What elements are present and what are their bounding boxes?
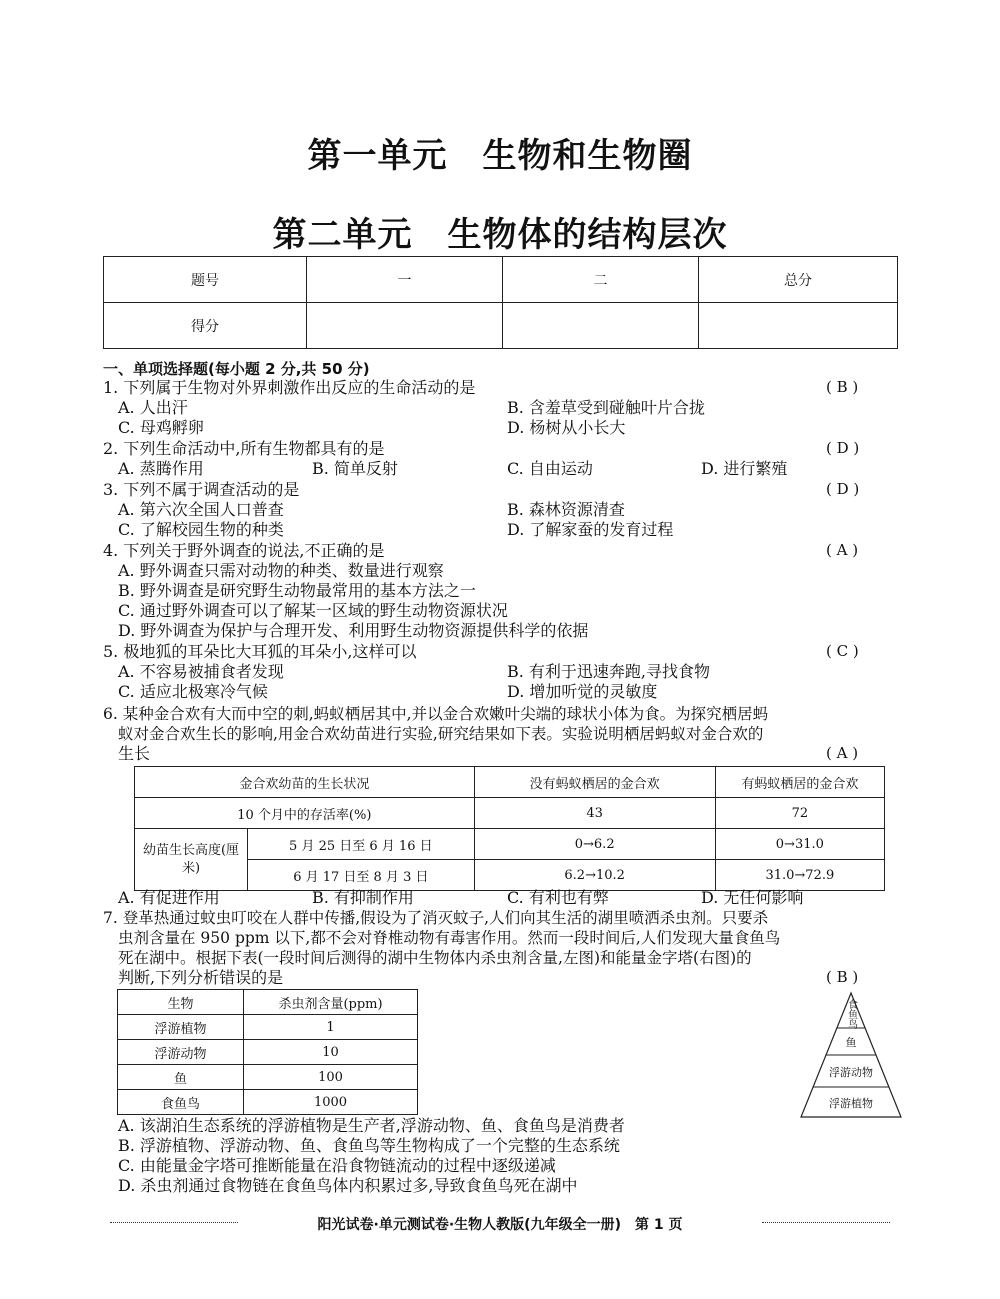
q6-stem-line2: 蚁对金合欢生长的影响,用金合欢幼苗进行实验,研究结果如下表。实验说明栖居蚂蚁对金合欢的 <box>118 725 764 743</box>
q6-table-header: 有蚂蚁栖居的金合欢 <box>715 767 884 798</box>
q7-stem-line2: 虫剂含量在 950 ppm 以下,都不会对脊椎动物有毒害作用。然而一段时间后,人们发现大量食鱼鸟 <box>118 929 781 947</box>
q6-table-cell: 72 <box>715 798 884 829</box>
q6-table-cell: 6 月 17 日至 8 月 3 日 <box>248 860 475 891</box>
q7-table-cell: 10 <box>244 1040 418 1065</box>
q4-answer: ( A ) <box>826 541 859 559</box>
q7-table <box>117 989 418 1115</box>
q7-table-cell: 1 <box>244 1015 418 1040</box>
q2-option-a: A. 蒸腾作用 <box>118 459 204 478</box>
q7-table-cell: 浮游动物 <box>118 1040 244 1065</box>
q7-table-cell: 鱼 <box>118 1065 244 1090</box>
footer-divider <box>762 1222 890 1223</box>
q6-stem-line3: 生长 <box>118 744 151 763</box>
q6-table-header: 没有蚂蚁栖居的金合欢 <box>474 767 715 798</box>
page-footer: 阳光试卷·单元测试卷·生物人教版(九年级全一册) 第 1 页 <box>317 1217 683 1233</box>
q1-option-b: B. 含羞草受到碰触叶片合拢 <box>507 398 705 417</box>
q5-option-a: A. 不容易被捕食者发现 <box>118 662 284 681</box>
q6-option-c: C. 有利也有弊 <box>507 888 609 907</box>
q4-option-c: C. 通过野外调查可以了解某一区域的野生动物资源状况 <box>118 601 508 620</box>
score-cell[interactable] <box>503 303 699 349</box>
q5-stem: 5. 极地狐的耳朵比大耳狐的耳朵小,这样可以 <box>103 642 417 661</box>
q6-table-group-label: 幼苗生长高度(厘米) <box>135 829 248 891</box>
q7-answer: ( B ) <box>826 968 859 986</box>
q7-table-cell: 1000 <box>244 1090 418 1115</box>
q6-table-cell: 31.0→72.9 <box>715 860 884 891</box>
q6-option-b: B. 有抑制作用 <box>312 888 414 907</box>
unit2-title: 第二单元 生物体的结构层次 <box>272 215 728 255</box>
q2-stem: 2. 下列生命活动中,所有生物都具有的是 <box>103 439 385 458</box>
q6-table-cell: 6.2→10.2 <box>474 860 715 891</box>
q4-stem: 4. 下列关于野外调查的说法,不正确的是 <box>103 541 385 560</box>
q6-table-header: 金合欢幼苗的生长状况 <box>135 767 475 798</box>
q7-table-header: 生物 <box>118 990 244 1015</box>
q6-option-d: D. 无任何影响 <box>701 888 804 907</box>
q6-table <box>134 766 885 891</box>
q7-option-c: C. 由能量金字塔可推断能量在沿食物链流动的过程中逐级递减 <box>118 1156 556 1175</box>
q7-stem-line3: 死在湖中。根据下表(一段时间后测得的湖中生物体内杀虫剂含量,左图)和能量金字塔(右图)的 <box>118 949 752 967</box>
q4-option-d: D. 野外调查为保护与合理开发、利用野生动物资源提供科学的依据 <box>118 621 589 640</box>
q5-option-c: C. 适应北极寒冷气候 <box>118 682 268 701</box>
q2-option-b: B. 简单反射 <box>312 459 398 478</box>
q7-option-d: D. 杀虫剂通过食物链在食鱼鸟体内积累过多,导致食鱼鸟死在湖中 <box>118 1176 578 1195</box>
q7-table-cell: 食鱼鸟 <box>118 1090 244 1115</box>
q3-option-a: A. 第六次全国人口普查 <box>118 500 284 519</box>
q3-stem: 3. 下列不属于调查活动的是 <box>103 480 300 499</box>
q6-table-cell: 10 个月中的存活率(%) <box>135 798 475 829</box>
q7-stem-line1: 7. 登革热通过蚊虫叮咬在人群中传播,假设为了消灭蚊子,人们向其生活的湖里喷洒杀虫剂。只要杀 <box>103 909 769 927</box>
energy-pyramid <box>795 990 907 1122</box>
score-header: 总分 <box>699 257 898 303</box>
q1-option-a: A. 人出汗 <box>118 398 188 417</box>
score-cell[interactable] <box>699 303 898 349</box>
q1-option-c: C. 母鸡孵卵 <box>118 418 204 437</box>
q5-answer: ( C ) <box>826 642 859 660</box>
q1-stem: 1. 下列属于生物对外界刺激作出反应的生命活动的是 <box>103 378 476 397</box>
q3-option-d: D. 了解家蚕的发育过程 <box>507 520 674 539</box>
q6-table-cell: 5 月 25 日至 6 月 16 日 <box>248 829 475 860</box>
q6-table-cell: 0→6.2 <box>474 829 715 860</box>
score-table <box>103 256 898 349</box>
q2-answer: ( D ) <box>826 439 860 457</box>
q6-table-cell: 43 <box>474 798 715 829</box>
q6-table-cell: 0→31.0 <box>715 829 884 860</box>
q7-stem-line4: 判断,下列分析错误的是 <box>118 968 284 987</box>
score-header: 二 <box>503 257 699 303</box>
q1-option-d: D. 杨树从小长大 <box>507 418 626 437</box>
score-row-label: 得分 <box>104 303 307 349</box>
q4-option-a: A. 野外调查只需对动物的种类、数量进行观察 <box>118 561 444 580</box>
q5-option-d: D. 增加听觉的灵敏度 <box>507 682 658 701</box>
q6-option-a: A. 有促进作用 <box>118 888 220 907</box>
q3-option-c: C. 了解校园生物的种类 <box>118 520 284 539</box>
score-header: 题号 <box>104 257 307 303</box>
pyramid-level: 浮游植物 <box>829 1097 873 1110</box>
q2-option-c: C. 自由运动 <box>507 459 593 478</box>
q7-table-header: 杀虫剂含量(ppm) <box>244 990 418 1015</box>
q3-answer: ( D ) <box>826 480 860 498</box>
q7-option-a: A. 该湖泊生态系统的浮游植物是生产者,浮游动物、鱼、食鱼鸟是消费者 <box>118 1116 625 1135</box>
score-header: 一 <box>307 257 503 303</box>
score-cell[interactable] <box>307 303 503 349</box>
q6-answer: ( A ) <box>826 744 859 762</box>
pyramid-level: 浮游动物 <box>829 1066 873 1079</box>
q7-table-cell: 100 <box>244 1065 418 1090</box>
q5-option-b: B. 有利于迅速奔跑,寻找食物 <box>507 662 711 681</box>
q6-stem-line1: 6. 某种金合欢有大而中空的刺,蚂蚁栖居其中,并以金合欢嫩叶尖端的球状小体为食。为探究栖居蚂 <box>103 705 769 723</box>
pyramid-level: 鱼 <box>845 1036 857 1049</box>
q2-option-d: D. 进行繁殖 <box>701 459 788 478</box>
q3-option-b: B. 森林资源清查 <box>507 500 625 519</box>
unit1-title: 第一单元 生物和生物圈 <box>307 136 693 176</box>
q1-answer: ( B ) <box>826 378 859 396</box>
q7-table-cell: 浮游植物 <box>118 1015 244 1040</box>
section-heading: 一、单项选择题(每小题 2 分,共 50 分) <box>103 360 370 378</box>
q7-option-b: B. 浮游植物、浮游动物、鱼、食鱼鸟等生物构成了一个完整的生态系统 <box>118 1136 620 1155</box>
pyramid-level-top: 食鱼鸟 <box>845 999 857 1029</box>
q4-option-b: B. 野外调查是研究野生动物最常用的基本方法之一 <box>118 581 476 600</box>
